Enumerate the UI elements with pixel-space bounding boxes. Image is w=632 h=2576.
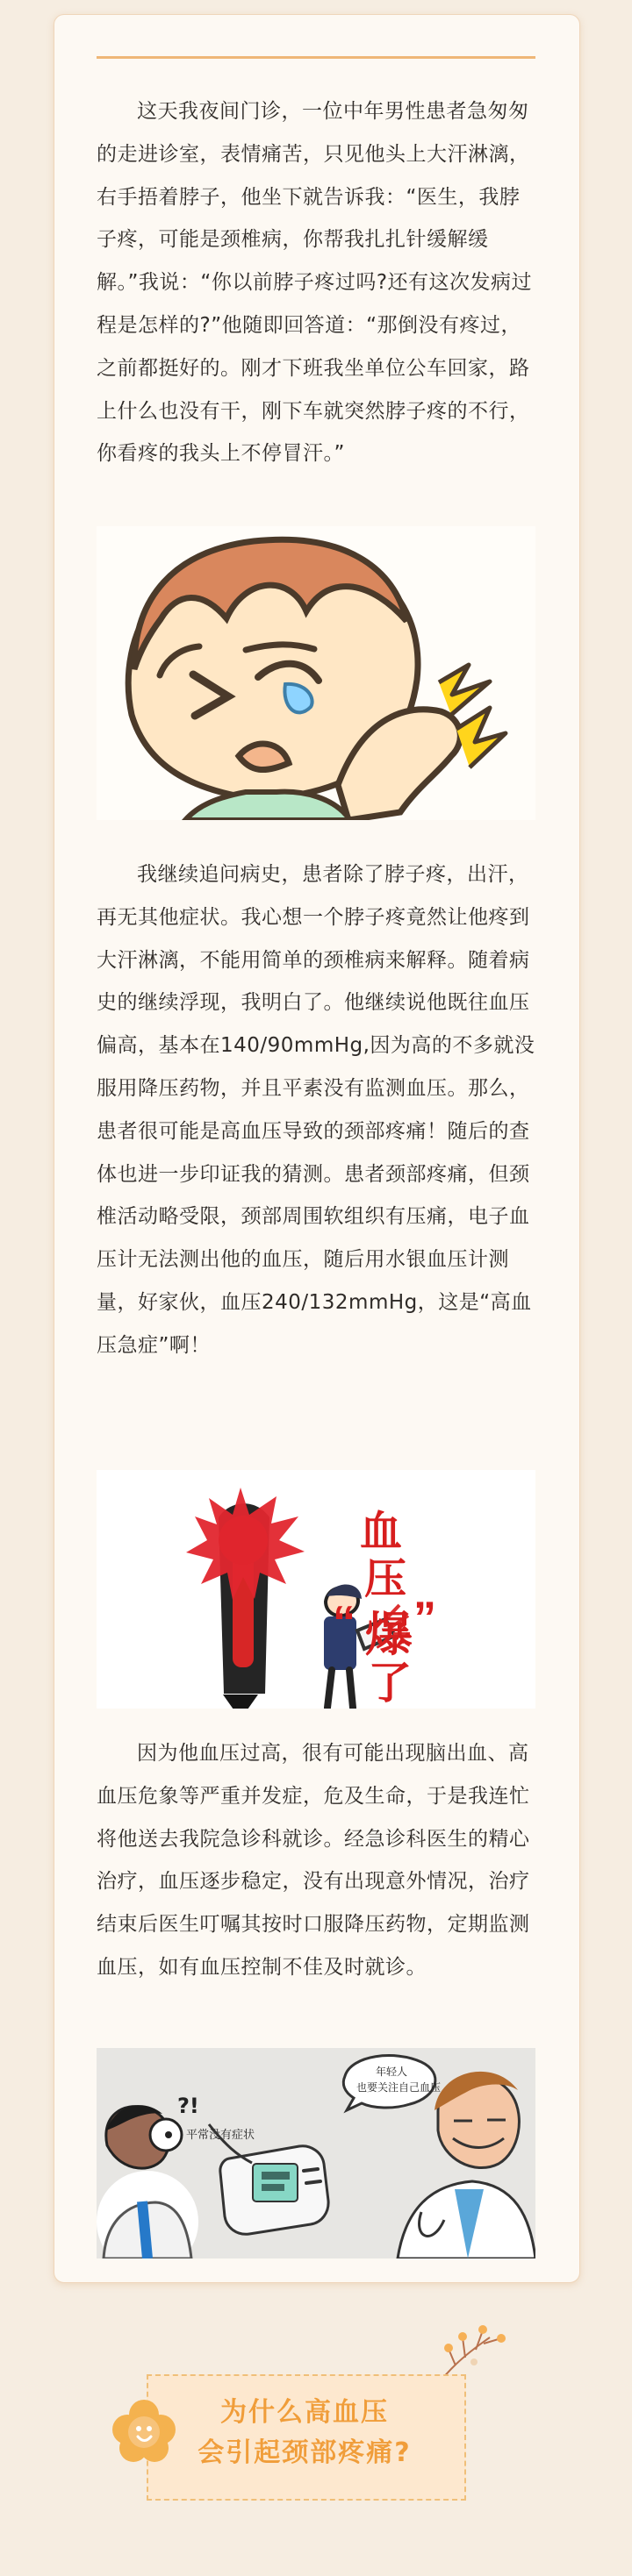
- doctor-patient-blood-pressure-image: [97, 2048, 535, 2258]
- footer-question-line-1: 为什么高血压: [220, 2397, 389, 2428]
- blood-pressure-burst-image: [97, 1470, 535, 1709]
- blood-pressure-close-quote: ”: [413, 1593, 436, 1644]
- top-accent-divider: [97, 56, 535, 59]
- blood-pressure-open-quote: “: [333, 1597, 356, 1648]
- footer-question-line-2: 会引起颈部疼痛?: [198, 2437, 412, 2468]
- footer-question-title: [147, 2393, 463, 2473]
- blood-pressure-illustration: [97, 1470, 535, 1709]
- story-paragraph-1: 这天我夜间门诊，一位中年男性患者急匆匆的走进诊室，表情痛苦，只见他头上大汗淋漓，右手捂着脖子，他坐下就告诉我：“医生，我脖子疼，可能是颈椎病，你帮我扎扎针缓解缓解。”我说：“你以前脖子疼过吗?还有这次发病过程是怎样的?”他随即回答道：“那倒没有疼过，之前都挺好的。刚才下班我坐单位公车回家，路上什么也没有干，刚下车就突然脖子疼的不行，你看疼的我头上不停冒汗。”: [97, 100, 533, 466]
- story-paragraph-2: 我继续追问病史，患者除了脖子疼，出汗，再无其他症状。我心想一个脖子疼竟然让他疼到大汗淋漓，不能用简单的颈椎病来解释。随着病史的继续浮现，我明白了。他继续说他既往血压偏高，基本在140/90mmHg,因为高的不多就没服用降压药物，并且平素没有监测血压。那么，患者很可能是高血压导致的颈部疼痛！随后的查体也进一步印证我的猜测。患者颈部疼痛，但颈椎活动略受限，颈部周围软组织有压痛，电子血压计无法测出他的血压，随后用水银血压计测量，好家伙，血压240/132mmHg，这是“高血压急症”啊！: [97, 863, 535, 1357]
- doctor-bubble-line-1: 年轻人: [376, 2066, 408, 2078]
- story-paragraph-3: 因为他血压过高，很有可能出现脑出血、高血压危象等严重并发症，危及生命，于是我连忙将他送去我院急诊科就诊。经急诊科医生的精心治疗，血压逐步稳定，没有出现意外情况，治疗结束后医生叮嘱其按时口服降压药物，定期监测血压，如有血压控制不佳及时就诊。: [97, 1742, 530, 1979]
- doctor-bubble-line-2: 也要关注自己血压: [356, 2081, 442, 2094]
- doctor-patient-illustration: [97, 2048, 535, 2258]
- blood-pressure-title-char-1: 血: [360, 1509, 403, 1555]
- neck-pain-illustration: [97, 526, 535, 820]
- patient-exclamation-text: ?!: [177, 2094, 199, 2118]
- blood-pressure-title-char-2: 压: [364, 1556, 407, 1602]
- patient-note-text: 平常没有症状: [186, 2129, 255, 2142]
- neck-pain-cartoon: [97, 526, 535, 820]
- blood-pressure-title-char-4: 了: [368, 1659, 412, 1708]
- blood-pressure-title-char-3: 爆: [365, 1609, 413, 1661]
